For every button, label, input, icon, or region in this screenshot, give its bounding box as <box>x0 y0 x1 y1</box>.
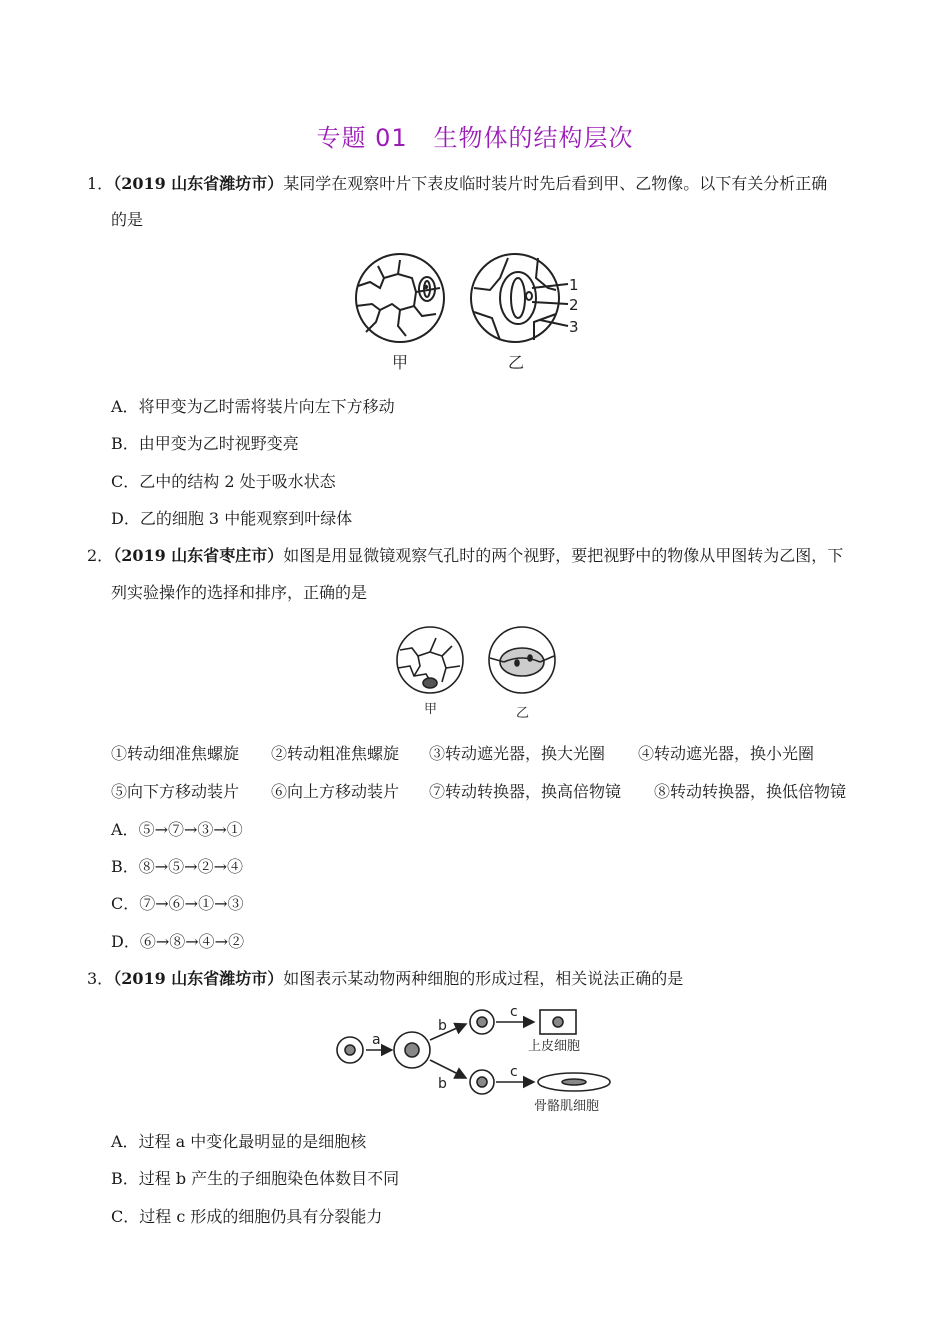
question-source: （2019 山东省枣庄市） <box>113 546 284 565</box>
question-2-stem-continued: 列实验操作的选择和排序，正确的是 <box>111 583 368 602</box>
cell-grown <box>394 1032 430 1068</box>
option-text: 乙的细胞 3 中能观察到叶绿体 <box>139 509 353 528</box>
option-a[interactable] <box>111 396 395 418</box>
step-5: ⑤向下方移动装片 <box>111 782 240 801</box>
label-c-top: c <box>510 1004 518 1020</box>
option-a[interactable] <box>111 819 243 841</box>
q2-figure <box>390 620 565 725</box>
marker-2: 2 <box>569 296 579 314</box>
marker-1: 1 <box>569 276 579 294</box>
option-text: ⑤→⑦→③→① <box>138 820 243 839</box>
question-number: 2． <box>87 546 114 565</box>
option-b[interactable] <box>111 856 243 878</box>
option-text: 由甲变为乙时视野变亮 <box>138 434 299 453</box>
option-label: A． <box>111 1132 139 1151</box>
skeletal-muscle-cell <box>538 1073 610 1091</box>
question-text: 某同学在观察叶片下表皮临时装片时先后看到甲、乙物像。以下有关分析正确 <box>283 174 828 193</box>
option-text: ⑦→⑥→①→③ <box>139 894 244 913</box>
option-label: D． <box>111 509 140 528</box>
option-b[interactable] <box>111 433 299 455</box>
step-2: ②转动粗准焦螺旋 <box>271 744 400 763</box>
epithelial-cell <box>540 1010 576 1034</box>
q2-steps-row-2 <box>111 781 871 803</box>
label-c-bottom: c <box>510 1064 518 1080</box>
figure-label-yi: 乙 <box>516 706 530 721</box>
question-source: （2019 山东省潍坊市） <box>113 174 284 193</box>
label-a: a <box>372 1032 381 1048</box>
option-text: 将甲变为乙时需将装片向左下方移动 <box>138 397 395 416</box>
option-text: 过程 c 形成的细胞仍具有分裂能力 <box>139 1207 383 1226</box>
option-label: A． <box>111 820 139 839</box>
option-label: B． <box>111 434 139 453</box>
question-2-stem <box>87 545 843 567</box>
label-muscle: 骨骼肌细胞 <box>534 1099 600 1114</box>
step-7: ⑦转动转换器，换高倍物镜 <box>429 782 622 801</box>
cell-daughter-bottom <box>470 1070 494 1094</box>
q2-steps-row-1 <box>111 743 871 765</box>
option-label: C． <box>111 1207 140 1226</box>
microscope-view-left <box>397 627 463 693</box>
option-c[interactable] <box>111 1206 382 1228</box>
question-number: 3． <box>87 969 114 988</box>
question-1-stem-continued: 的是 <box>111 210 144 229</box>
cell-initial <box>337 1037 363 1063</box>
option-text: ⑥→⑧→④→② <box>139 932 245 951</box>
option-a[interactable] <box>111 1131 366 1153</box>
option-c[interactable] <box>111 471 336 493</box>
microscope-view-right <box>471 254 568 342</box>
step-3: ③转动遮光器，换大光圈 <box>429 744 606 763</box>
label-epithelial: 上皮细胞 <box>528 1039 581 1054</box>
label-b-bottom: b <box>438 1076 447 1092</box>
q3-figure <box>330 1000 620 1118</box>
microscope-view-left <box>356 254 444 342</box>
marker-3: 3 <box>569 318 579 336</box>
question-3-stem <box>87 968 683 990</box>
question-number: 1． <box>87 174 114 193</box>
option-label: B． <box>111 857 139 876</box>
step-6: ⑥向上方移动装片 <box>271 782 400 801</box>
option-d[interactable] <box>111 931 244 953</box>
figure-label-jia: 甲 <box>392 353 409 372</box>
figure-label-jia: 甲 <box>424 702 438 717</box>
option-text: 过程 a 中变化最明显的是细胞核 <box>138 1132 367 1151</box>
option-label: C． <box>111 472 140 491</box>
figure-label-yi: 乙 <box>508 353 525 372</box>
microscope-view-right <box>489 627 555 693</box>
option-text: 过程 b 产生的子细胞染色体数目不同 <box>138 1169 400 1188</box>
step-8: ⑧转动转换器，换低倍物镜 <box>654 782 847 801</box>
option-b[interactable] <box>111 1168 399 1190</box>
question-source: （2019 山东省潍坊市） <box>113 969 284 988</box>
step-4: ④转动遮光器，换小光圈 <box>638 744 815 763</box>
option-text: 乙中的结构 2 处于吸水状态 <box>139 472 336 491</box>
q1-figure <box>350 248 590 376</box>
option-label: C． <box>111 894 140 913</box>
arrow-b-bottom <box>430 1060 466 1078</box>
option-text: ⑧→⑤→②→④ <box>138 857 243 876</box>
option-label: D． <box>111 932 140 951</box>
cell-daughter-top <box>470 1010 494 1034</box>
question-1-stem <box>87 173 827 195</box>
question-text: 如图是用显微镜观察气孔时的两个视野，要把视野中的物像从甲图转为乙图，下 <box>283 546 844 565</box>
arrow-b-top <box>430 1024 466 1040</box>
option-label: A． <box>111 397 139 416</box>
step-1: ①转动细准焦螺旋 <box>111 744 240 763</box>
option-c[interactable] <box>111 893 243 915</box>
question-text: 如图表示某动物两种细胞的形成过程，相关说法正确的是 <box>283 969 684 988</box>
label-b-top: b <box>438 1018 447 1034</box>
page-title: 专题 01 生物体的结构层次 <box>316 124 634 152</box>
option-d[interactable] <box>111 508 352 530</box>
option-label: B． <box>111 1169 139 1188</box>
